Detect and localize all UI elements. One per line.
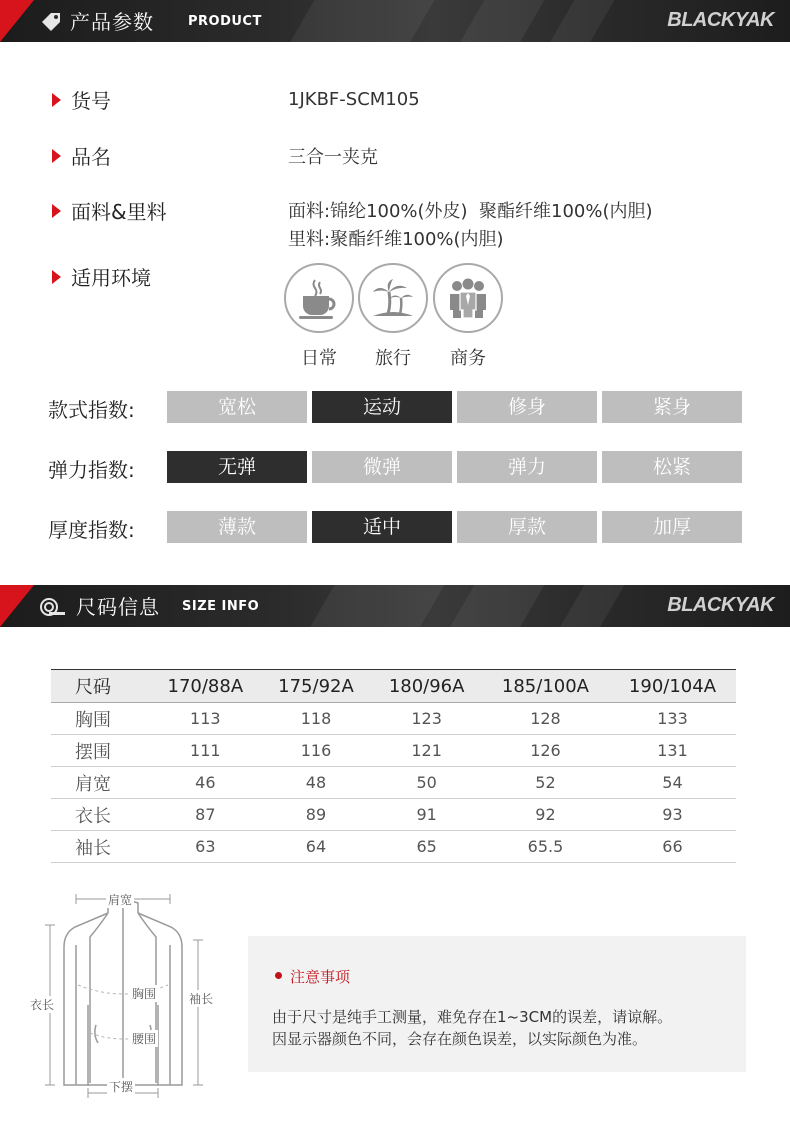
- diagram-label-waist: 腰围: [132, 1032, 157, 1046]
- chevron-right-icon: [52, 270, 61, 284]
- env-label-travel: 旅行: [375, 348, 411, 369]
- table-cell: 65.5: [482, 831, 609, 863]
- table-cell: 126: [482, 735, 609, 767]
- table-row: [51, 703, 736, 735]
- table-cell: 63: [150, 831, 261, 863]
- table-row: [51, 831, 736, 863]
- row-label: 肩宽: [51, 767, 150, 799]
- tape-measure-icon: [40, 597, 66, 617]
- table-row: [51, 767, 736, 799]
- table-row: [51, 735, 736, 767]
- stretch-option-stretch: 弹力: [457, 451, 597, 483]
- info-label-environment: 适用环境: [52, 262, 151, 291]
- table-cell: 54: [609, 767, 736, 799]
- size-table-header: [51, 670, 736, 703]
- style-option-loose: 宽松: [167, 391, 307, 423]
- style-option-sport: 运动: [312, 391, 452, 423]
- table-cell: 89: [261, 799, 372, 831]
- stretch-option-none: 无弹: [167, 451, 307, 483]
- stretch-index-label: 弹力指数:: [48, 458, 135, 482]
- info-label-sku: 货号: [52, 85, 111, 114]
- table-cell: 133: [609, 703, 736, 735]
- info-value-fabric-outer: 面料:锦纶100%(外皮) 聚酯纤维100%(内胆): [288, 201, 653, 222]
- thickness-option-thin: 薄款: [167, 511, 307, 543]
- info-label-name: 品名: [52, 141, 111, 170]
- table-cell: 121: [371, 735, 482, 767]
- table-cell: 118: [261, 703, 372, 735]
- size-section-subtitle: SIZE INFO: [182, 599, 260, 614]
- diagram-label-shoulder: 肩宽: [108, 893, 133, 907]
- style-option-slim: 修身: [457, 391, 597, 423]
- blackyak-logo: BLACKYAK: [667, 9, 774, 31]
- info-value-fabric-lining: 里料:聚酯纤维100%(内胆): [288, 229, 504, 250]
- column-header: 190/104A: [609, 670, 736, 703]
- table-cell: 111: [150, 735, 261, 767]
- diagram-label-hem: 下摆: [109, 1080, 134, 1094]
- product-header-bar: [0, 0, 790, 42]
- style-index-label: 款式指数:: [48, 398, 135, 422]
- notice-line-2: 因显示器颜色不同，会存在颜色误差，以实际颜色为准。: [272, 1030, 648, 1048]
- env-travel: [358, 263, 428, 333]
- table-cell: 65: [371, 831, 482, 863]
- column-header: 175/92A: [261, 670, 372, 703]
- env-label-business: 商务: [450, 348, 486, 369]
- red-corner-accent: [0, 0, 34, 42]
- table-cell: 48: [261, 767, 372, 799]
- table-cell: 113: [150, 703, 261, 735]
- info-label-fabric: 面料&里料: [52, 196, 167, 225]
- notice-box: [248, 936, 746, 1072]
- notice-title: 注意事项: [290, 968, 351, 986]
- table-cell: 52: [482, 767, 609, 799]
- row-label: 袖长: [51, 831, 150, 863]
- thickness-option-medium: 适中: [312, 511, 452, 543]
- info-value-sku: 1JKBF-SCM105: [288, 89, 420, 110]
- table-cell: 66: [609, 831, 736, 863]
- table-cell: 116: [261, 735, 372, 767]
- red-corner-accent: [0, 585, 34, 627]
- column-header: 170/88A: [150, 670, 261, 703]
- coffee-cup-icon: [295, 274, 343, 322]
- column-header: 尺码: [51, 670, 150, 703]
- table-cell: 131: [609, 735, 736, 767]
- column-header: 185/100A: [482, 670, 609, 703]
- stretch-option-slight: 微弹: [312, 451, 452, 483]
- row-label: 胸围: [51, 703, 150, 735]
- size-header-bar: [0, 585, 790, 627]
- env-business: [433, 263, 503, 333]
- env-label-daily: 日常: [301, 348, 337, 369]
- diagram-label-sleeve: 袖长: [189, 992, 214, 1006]
- blackyak-logo: BLACKYAK: [667, 594, 774, 616]
- info-value-name: 三合一夹克: [288, 147, 378, 168]
- size-section-title: 尺码信息: [76, 595, 160, 619]
- env-daily: [284, 263, 354, 333]
- style-option-tight: 紧身: [602, 391, 742, 423]
- chevron-right-icon: [52, 93, 61, 107]
- product-section-title: 产品参数: [70, 10, 154, 34]
- diagram-label-chest: 胸围: [132, 987, 157, 1001]
- bullet-dot-icon: [275, 972, 282, 979]
- row-label: 衣长: [51, 799, 150, 831]
- chevron-right-icon: [52, 204, 61, 218]
- table-cell: 123: [371, 703, 482, 735]
- row-label: 摆围: [51, 735, 150, 767]
- palm-tree-island-icon: [369, 274, 417, 322]
- thickness-index-label: 厚度指数:: [48, 518, 135, 542]
- table-cell: 93: [609, 799, 736, 831]
- table-cell: 87: [150, 799, 261, 831]
- notice-line-1: 由于尺寸是纯手工测量，难免存在1~3CM的误差，请谅解。: [272, 1008, 673, 1026]
- size-table: [51, 669, 736, 863]
- table-cell: 46: [150, 767, 261, 799]
- table-cell: 64: [261, 831, 372, 863]
- table-row: [51, 799, 736, 831]
- diagram-label-length: 衣长: [30, 998, 55, 1012]
- table-cell: 92: [482, 799, 609, 831]
- business-people-icon: [444, 274, 492, 322]
- tag-icon: [40, 11, 62, 33]
- chevron-right-icon: [52, 149, 61, 163]
- table-cell: 50: [371, 767, 482, 799]
- product-section-subtitle: PRODUCT: [188, 14, 262, 29]
- table-cell: 91: [371, 799, 482, 831]
- thickness-option-thick: 厚款: [457, 511, 597, 543]
- thickness-option-extra-thick: 加厚: [602, 511, 742, 543]
- stretch-option-elastic: 松紧: [602, 451, 742, 483]
- column-header: 180/96A: [371, 670, 482, 703]
- table-cell: 128: [482, 703, 609, 735]
